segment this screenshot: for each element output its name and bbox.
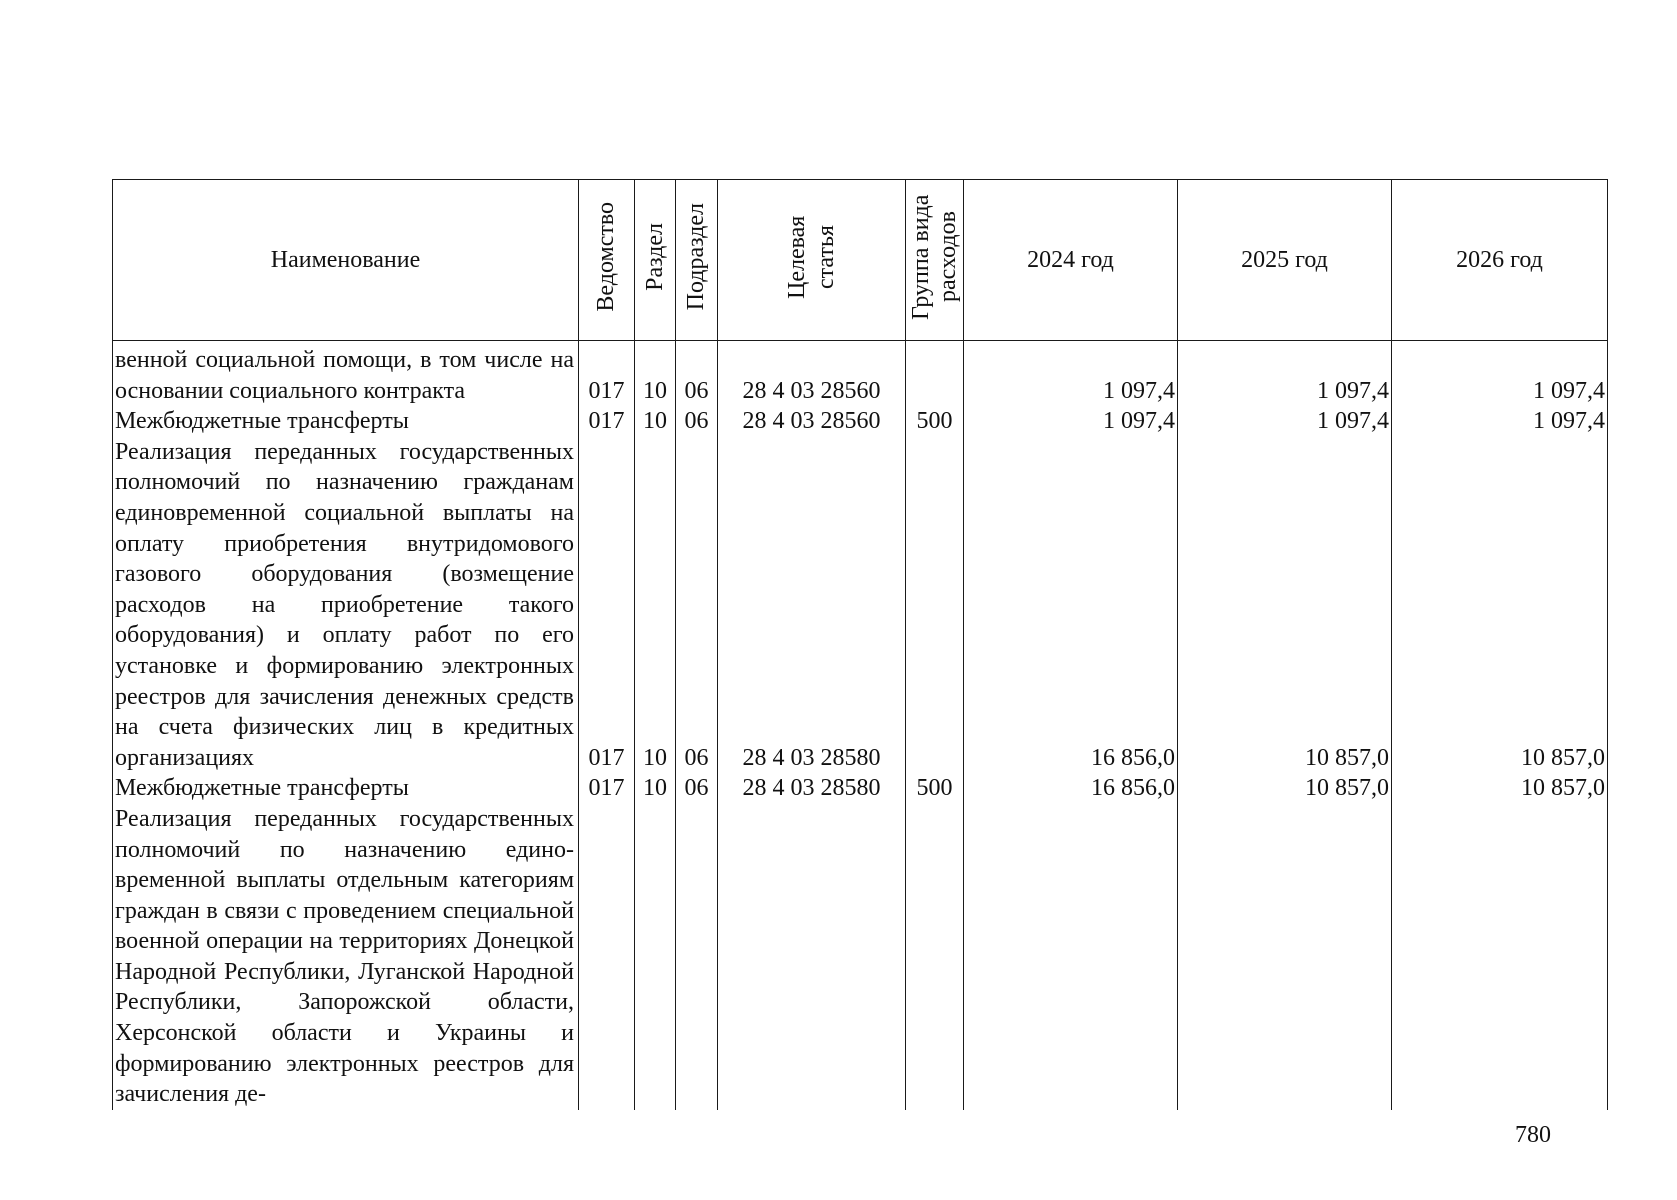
- row-name: Межбюджетные трансферты: [113, 773, 579, 804]
- row-target-article: 28 4 03 28580: [718, 773, 906, 804]
- row-target-article: [718, 804, 906, 1110]
- row-department: 017: [579, 437, 635, 774]
- row-section: 10: [635, 773, 676, 804]
- row-subsection: 06: [676, 437, 718, 774]
- table-row: [113, 804, 1608, 1110]
- row-subsection: 06: [676, 773, 718, 804]
- row-name: Межбюджетные трансферты: [113, 406, 579, 437]
- row-expense-group: [906, 437, 964, 774]
- header-2026: 2026 год: [1392, 180, 1608, 341]
- row-expense-group: 500: [906, 773, 964, 804]
- table-row: [113, 341, 1608, 407]
- row-2025: 10 857,0: [1178, 437, 1392, 774]
- row-2025: [1178, 804, 1392, 1110]
- row-name: венной социальной помощи, в том числе на основании социального контракта: [113, 341, 579, 407]
- header-subsection: Подраздел: [676, 180, 718, 341]
- header-expense-group: Группа вида расходов: [906, 180, 964, 341]
- row-2024: 1 097,4: [964, 341, 1178, 407]
- row-2025: 1 097,4: [1178, 341, 1392, 407]
- header-department: Ведомство: [579, 180, 635, 341]
- row-expense-group: [906, 341, 964, 407]
- row-department: [579, 804, 635, 1110]
- row-subsection: [676, 804, 718, 1110]
- row-2026: 1 097,4: [1392, 341, 1608, 407]
- page-number: 780: [1515, 1122, 1551, 1148]
- table-row: [113, 773, 1608, 804]
- row-2025: 1 097,4: [1178, 406, 1392, 437]
- row-section: [635, 804, 676, 1110]
- row-2026: 10 857,0: [1392, 773, 1608, 804]
- row-subsection: 06: [676, 341, 718, 407]
- row-2026: 1 097,4: [1392, 406, 1608, 437]
- header-2025: 2025 год: [1178, 180, 1392, 341]
- row-2024: [964, 804, 1178, 1110]
- table-row: [113, 406, 1608, 437]
- row-target-article: 28 4 03 28580: [718, 437, 906, 774]
- row-department: 017: [579, 341, 635, 407]
- header-name: Наименование: [113, 180, 579, 341]
- row-expense-group: 500: [906, 406, 964, 437]
- header-row: [113, 180, 1608, 341]
- row-2024: 16 856,0: [964, 437, 1178, 774]
- budget-table: [112, 179, 1608, 1110]
- row-department: 017: [579, 773, 635, 804]
- row-section: 10: [635, 341, 676, 407]
- row-target-article: 28 4 03 28560: [718, 341, 906, 407]
- row-department: 017: [579, 406, 635, 437]
- row-name: Реализация переданных государственных полномочий по назначению гражданам единовременной социальной выплаты на оплату приобретения внутридомового газового оборудования (возмещение расходов на приобретение такого оборудования) и оплату работ по его установке и формированию электронных реестров для зачисления денежных средств на счета физических лиц в кредитных организациях: [113, 437, 579, 774]
- row-2024: 16 856,0: [964, 773, 1178, 804]
- table-row: [113, 437, 1608, 774]
- row-expense-group: [906, 804, 964, 1110]
- row-2026: 10 857,0: [1392, 437, 1608, 774]
- row-2024: 1 097,4: [964, 406, 1178, 437]
- row-2025: 10 857,0: [1178, 773, 1392, 804]
- header-section: Раздел: [635, 180, 676, 341]
- header-target-article: Целевая статья: [718, 180, 906, 341]
- row-2026: [1392, 804, 1608, 1110]
- row-target-article: 28 4 03 28560: [718, 406, 906, 437]
- row-name: Реализация переданных государственных полномочий по назначению единовременной выплаты отдельным категориям граждан в связи с проведением специальной военной операции на территориях Донецкой Народной Республики, Луганской Народной Республики, Запорожской области, Херсонской области и Украины и формированию электронных реестров для зачисления де-: [113, 804, 579, 1110]
- row-section: 10: [635, 406, 676, 437]
- row-section: 10: [635, 437, 676, 774]
- header-2024: 2024 год: [964, 180, 1178, 341]
- row-subsection: 06: [676, 406, 718, 437]
